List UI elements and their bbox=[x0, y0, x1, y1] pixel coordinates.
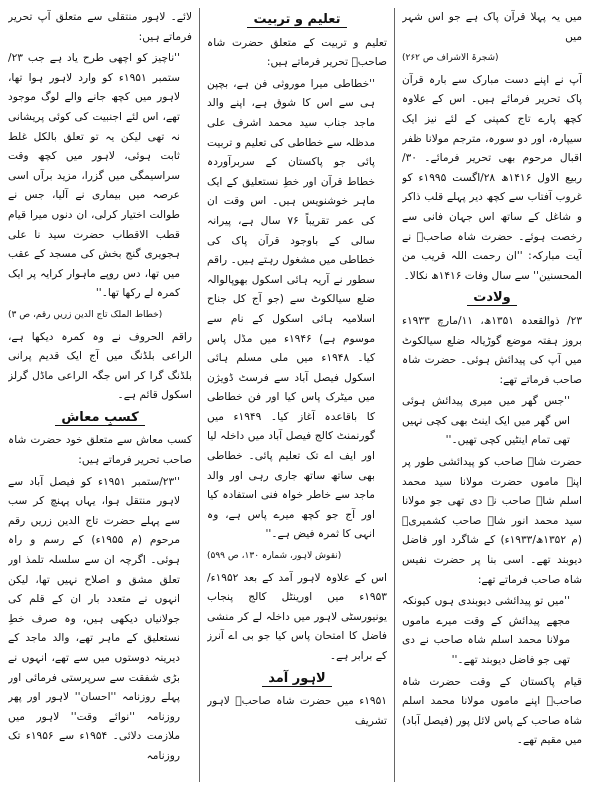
paragraph: ۱۹۵۱ء میں حضرت شاہ صاحبؒ لاہور تشریف bbox=[207, 695, 387, 727]
paragraph: اس کے علاوہ لاہور آمد کے بعد ۱۹۵۲ء/۱۹۵۳ء میں اورینٹل کالج پنجاب یونیورسٹی لاہور میں داخلہ لے کر منشی فاضل کا امتحان پاس کیا جو بی اے آنرز کے برابر ہے۔ bbox=[207, 571, 387, 662]
paragraph: تعلیم و تربیت کے متعلق حضرت شاہ صاحبؒ تحریر فرماتے ہیں: bbox=[207, 36, 387, 69]
column-right bbox=[402, 8, 582, 782]
paragraph: کسب معاش سے متعلق خود حضرت شاہ صاحب تحریر فرماتے ہیں: bbox=[8, 434, 192, 467]
paragraph: آپ نے اپنے دست مبارک سے بارہ قرآن پاک تحریر فرمائے ہیں۔ اس کے علاوہ کچھ پارے تاج کمپنی کے لئے نیز ایک سیپارہ، اور دو سورہ، مترجم مولانا ظفر اقبال مرحوم بھی تحریر فرمائے۔ ۳۰/ ربیع الاول ۱۴۱۶ھ ۲۸/اگست ۱۹۹۵ء کو غروب آفتاب سے کچھ دیر پہلے قلب ذاکر و شاغل کے ساتھ اس جہان فانی سے رخصت ہوئے۔ حضرت شاہ صاحبؒ نے آیت مبارکہ: ''ان رحمت اللہ قریب من المحسنین'' سے سال وفات ۱۴۱۶ھ نکالا۔ bbox=[402, 73, 582, 282]
section-heading-text: تعلیم و تربیت bbox=[247, 12, 346, 28]
reference: (شجرۃ الاشراف ص ۲۶۲) bbox=[402, 53, 499, 64]
column-left bbox=[8, 8, 192, 782]
quote: ''ناچیز کو اچھی طرح یاد ہے جب ۲۳/ستمبر ۱۹۵۱ء کو وارد لاہور ہوا تھا، لاہور میں کچھ جانے والے لوگ موجود تھے، اس لئے اجنبیت کی کوئی پریشانی نہ تھی لیکن یہ تو تعلق بالکل غلط ثابت ہوئی، لاہور میں کچھ وقت سراسیمگی میں گزرا، مزید برآں اسی عرصہ میں بیماری نے آلیا، جس نے طوالت اختیار کرلی، ان دنوں میرا قیام قطب الاقطاب حضرت سید نا علی ہجویری گنج بخش کی مسجد کے عقب میں تھا، دس روپے ماہوار کرایہ پر ایک کمرہ لے رکھا تھا۔'' bbox=[8, 52, 181, 300]
section-heading-text: ولادت bbox=[467, 290, 517, 306]
section-heading-livelihood bbox=[8, 408, 192, 428]
quote: ''میں تو پیدائشی دیوبندی ہوں کیونکہ مجھے پیدائش کے وقت میرے ماموں مولانا محمد اسلم شاہ صاحب نے دی تھی جو فاضل دیوبند تھے۔'' bbox=[402, 595, 570, 666]
quote: ''جس گھر میں میری پیدائش ہوئی اس گھر میں ایک اینٹ بھی کچی نہیں تھی تمام اینٹیں کچی تھیں۔'' bbox=[402, 395, 570, 447]
section-heading-text: لاہور آمد bbox=[262, 671, 331, 687]
reference: (نقوش لاہور، شمارہ ۱۳۰، ص ۵۹۹) bbox=[207, 551, 342, 562]
paragraph: حضرت شاہ صاحب کو پیدائشی طور پر اپنے ماموں حضرت مولانا سید محمد اسلم شاہ صاحب نے دی تھی جو مولانا سید محمد انور شاہ صاحب کشمیریؒ (م ۱۳۵۲ھ/۱۹۳۳ء) کے شاگرد اور فاضل دیوبند تھے۔ اسی بنا پر حضرت نفیس شاہ صاحب فرماتے تھے: bbox=[402, 456, 582, 586]
column-divider bbox=[394, 8, 395, 782]
paragraph: راقم الحروف نے وہ کمرہ دیکھا ہے، الراعی بلڈنگ میں آج ایک قدیم پرانی بلڈنگ گرا کر اس جگہ الراعی ماڈل گرلز اسکول قائم ہے۔ bbox=[8, 330, 192, 402]
section-heading-text: کسبِ معاش bbox=[55, 410, 144, 426]
reference: (خطاط الملک تاج الدین زریں رقم، ص ۳) bbox=[8, 309, 163, 320]
quote: ''خطاطی میرا موروثی فن ہے، بچپن ہی سے اس کا شوق ہے، اپنے والد ماجد جناب سید محمد اشرف علی مدظلہ سے خطاطی کی تعلیم و تربیت پائی جو پاکستان کے سربرآوردہ خطاط قرآن اور خطِ نستعلیق کے ایک ماہر خوشنویس ہیں۔ اس وقت ان کی عمر تقریباً ۷۶ سال ہے، پیرانہ سالی کے باوجود قرآن پاک کی خطاطی میں مشغول رہتے ہیں۔ راقم سطور نے آریہ ہائی اسکول بھوپالوالہ ضلع سیالکوٹ سے (جو آج کل جناح اسلامیہ ہائی اسکول کے نام سے موسوم ہے) ۱۹۴۶ء میں مڈل پاس کیا۔ ۱۹۴۸ء میں ملی مسلم ہائی اسکول فیصل آباد سے فرسٹ ڈویژن میں میٹرک پاس کیا اور فن خطاطی کا باقاعدہ آغاز کیا۔ ۱۹۴۹ء میں گورنمنٹ کالج فیصل آباد میں داخلہ لیا اور ایف اے تک تعلیم پائی۔ خطاطی بھی ساتھ ساتھ جاری رہی اور والد ماجد سے خاطر خواہ فنی استفادہ کیا اور آج جو کچھ میرے پاس ہے، وہ انہی کا ثمرہ فیض ہے۔'' bbox=[207, 77, 376, 541]
paragraph: میں یہ پہلا قرآن پاک ہے جو اس شہر میں bbox=[402, 11, 582, 43]
column-middle bbox=[207, 8, 387, 782]
paragraph: ۲۳/ ذوالقعدہ ۱۳۵۱ھ، ۱۱/مارچ ۱۹۳۳ء بروز ہفتہ موضع گوڑیالہ ضلع سیالکوٹ میں آپ کی پیدائش ہوئی۔ حضرت شاہ صاحب فرماتے تھے: bbox=[402, 314, 582, 386]
paragraph: قیام پاکستان کے وقت حضرت شاہ صاحبؒ اپنے ماموں مولانا محمد اسلم شاہ صاحب کے پاس لائل پور (فیصل آباد) میں مقیم تھے۔ bbox=[402, 675, 582, 747]
paragraph: لائے۔ لاہور منتقلی سے متعلق آپ تحریر فرماتے ہیں: bbox=[8, 11, 192, 43]
section-heading-lahore-arrival bbox=[207, 669, 387, 689]
section-heading-education bbox=[207, 10, 387, 30]
column-divider bbox=[199, 8, 200, 782]
quote: ''۲۳/ستمبر ۱۹۵۱ء کو فیصل آباد سے لاہور منتقل ہوا، یہاں پہنچ کر سب سے پہلے حضرت تاج الدین زریں رقم مرحوم (م ۱۹۵۵ء) کے رسم و راہ ہوئی۔ اگرچہ ان سے سلسلہ تلمذ اور تعلق مشق و اصلاح نہیں تھا، لیکن انہوں نے متعدد بار ان کے قلم کی جولانیاں دیکھی ہیں، وہ صرف خطِ نستعلیق کے ماہر تھے، والد ماجد کے دیرینہ دوستوں میں سے تھے، انہوں نے بڑی شفقت سے سرپرستی فرمائی اور پہلے روزنامہ ''احسان'' لاہور اور پھر روزنامہ ''نوائے وقت'' لاہور میں ملازمت دلائی۔ ۱۹۵۴ء سے ۱۹۵۶ء تک روزنامہ bbox=[8, 475, 181, 762]
section-heading-birth bbox=[402, 288, 582, 308]
